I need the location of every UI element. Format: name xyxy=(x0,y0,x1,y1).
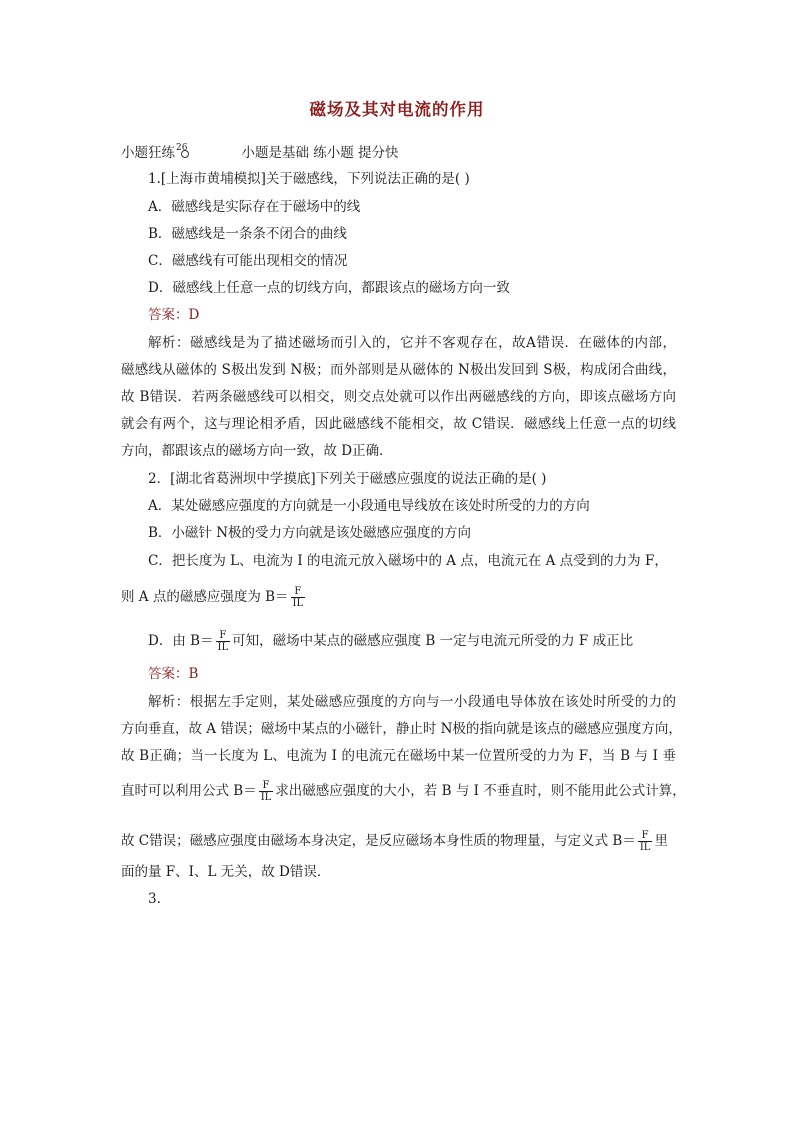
q2-analysis-line: 故 B正确；当一长度为 L、电流为 I 的电流元在磁场中某一位置所受的力为 F，当 B 与 I 垂 xyxy=(121,748,676,764)
q2-analysis-line: 方向垂直，故 A 错误；磁场中某点的小磁针，静止时 N极的指向就是该点的磁感应强度方向， xyxy=(121,721,682,737)
section-label: 小题狂练 xyxy=(121,145,175,161)
fraction: $\frac{F}{IL}$ xyxy=(217,630,229,653)
q2-option-c: C．把长度为 L、电流为 I 的电流元放入磁场中的 A 点，电流元在 A 点受到的力为 F， xyxy=(148,553,668,569)
q2-option-d: D．由 B＝ $\frac{F}{IL}$ 可知，磁场中某点的磁感应强度 B 一定与电流元所受的力 F 成正比 xyxy=(148,630,634,653)
q3-stem: 3. xyxy=(148,891,161,907)
q2-analysis-line: 面的量 F、I、L 无关，故 D错误． xyxy=(121,864,331,880)
q1-stem: 1.[上海市黄埔模拟]关于磁感线，下列说法正确的是( ) xyxy=(148,171,470,187)
clock-icon xyxy=(181,150,189,158)
fraction: $\frac{F}{IL}$ xyxy=(639,830,651,853)
q2-option-c-cont: 则 A 点的磁感应强度为 B＝ $\frac{F}{IL}$ xyxy=(121,586,304,609)
section-slogan: 小题是基础 练小题 提分快 xyxy=(241,145,399,161)
fraction: $\frac{F}{IL}$ xyxy=(292,586,304,609)
q1-option-d: D．磁感线上任意一点的切线方向，都跟该点的磁场方向一致 xyxy=(148,280,510,296)
answer-value: B xyxy=(188,666,199,682)
q1-analysis-line: 故 B错误．若两条磁感线可以相交，则交点处就可以作出两磁感线的方向，即该点磁场方向 xyxy=(121,389,676,405)
section-header xyxy=(121,135,676,161)
fraction: $\frac{F}{IL}$ xyxy=(260,780,272,803)
q1-option-b: B．磁感线是一条条不闭合的曲线 xyxy=(148,226,347,242)
q2-analysis-line: 故 C错误；磁感应强度由磁场本身决定，是反应磁场本身性质的物理量，与定义式 B＝ $\frac{F}{IL}$ 里 xyxy=(121,830,668,853)
section-number: 26 xyxy=(176,143,188,153)
q1-analysis-line: 磁感线从磁体的 S极出发到 N极；而外部则是从磁体的 N极出发回到 S极，构成闭合曲线， xyxy=(121,362,676,378)
q2-analysis-line: 解析：根据左手定则，某处磁感应强度的方向与一小段通电导体放在该处时所受的力的 xyxy=(148,694,676,710)
q1-analysis-line: 就会有两个，这与理论相矛盾，因此磁感线不能相交，故 C错误．磁感线上任意一点的切线 xyxy=(121,416,676,432)
q1-answer xyxy=(148,302,703,328)
q2-stem: 2．[湖北省葛洲坝中学摸底]下列关于磁感应强度的说法正确的是( ) xyxy=(148,471,547,487)
q1-option-c: C．磁感线有可能出现相交的情况 xyxy=(148,253,348,269)
q2-answer xyxy=(148,661,703,687)
q1-option-a: A．磁感线是实际存在于磁场中的线 xyxy=(148,199,361,215)
answer-label: 答案： xyxy=(148,666,189,682)
q2-option-a: A．某处磁感应强度的方向就是一小段通电导线放在该处时所受的力的方向 xyxy=(148,498,590,514)
answer-value: D xyxy=(188,307,200,323)
q1-analysis-line: 方向，都跟该点的磁场方向一致，故 D正确． xyxy=(121,443,393,459)
q2-analysis-line: 直时可以利用公式 B＝ $\frac{F}{IL}$ 求出磁感应强度的大小，若 B 与 I 不垂直时，则不能用此公式计算， xyxy=(121,780,686,803)
answer-label: 答案： xyxy=(148,307,189,323)
page-title: 磁场及其对电流的作用 xyxy=(309,100,485,119)
q2-option-b: B．小磁针 N极的受力方向就是该处磁感应强度的方向 xyxy=(148,525,472,541)
q1-analysis-line: 解析：磁感线是为了描述磁场而引入的，它并不客观存在，故A错误．在磁体的内部， xyxy=(148,335,676,351)
